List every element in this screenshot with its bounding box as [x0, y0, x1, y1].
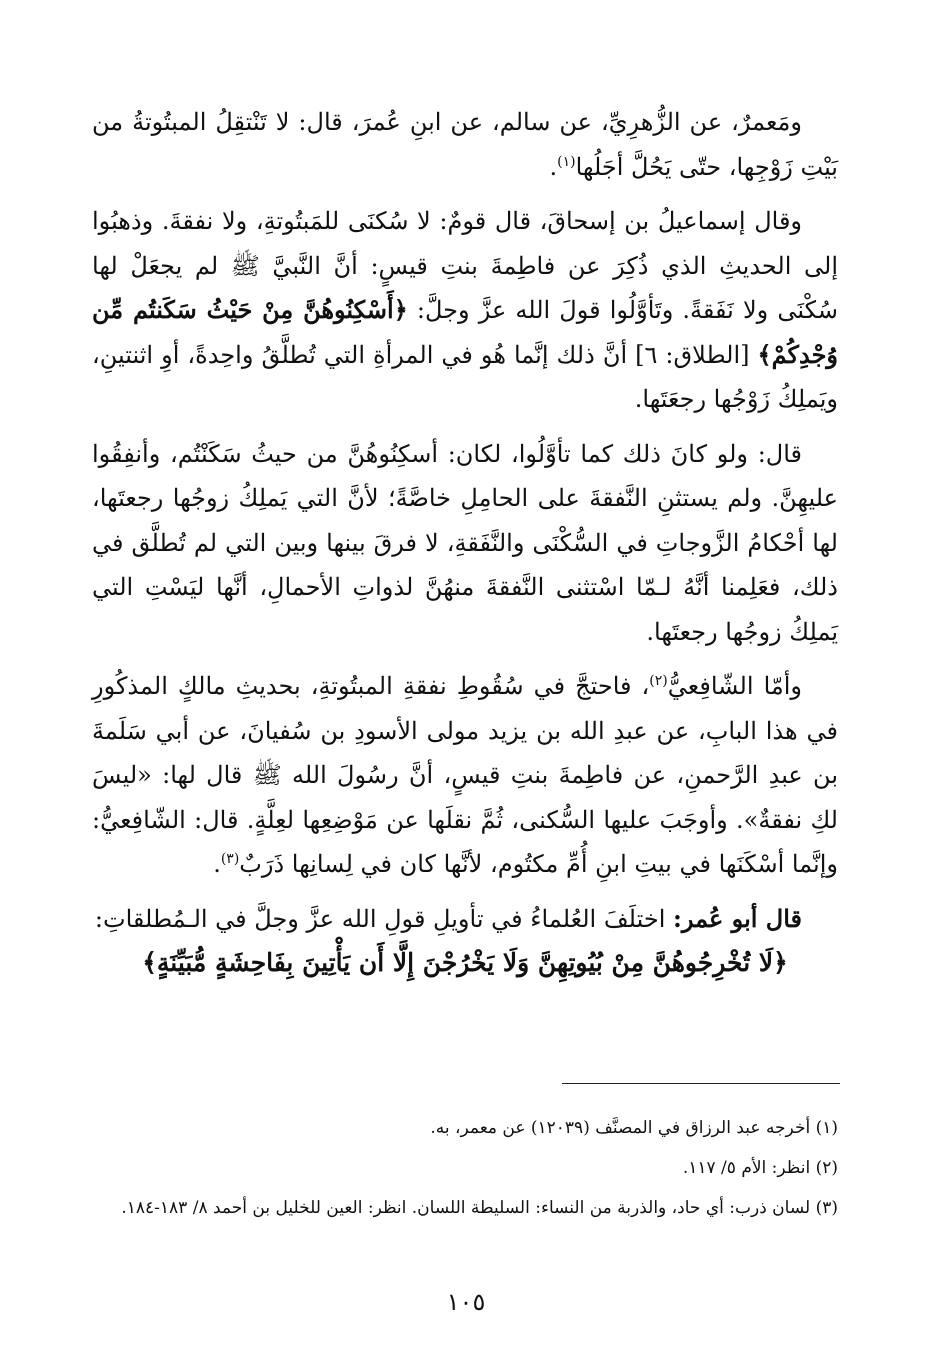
- quran-verse: ﴿لَا تُخْرِجُوهُنَّ مِنْ بُيُوتِهِنَّ وَلَا يَخْرُجْنَ إِلَّا أَن يَأْتِينَ بِفَاحِشَةٍ مُّبَيِّنَةٍ﴾: [142, 948, 788, 977]
- quran-quote: ﴿أَسْكِنُوهُنَّ مِنْ حَيْثُ سَكَنتُم مِّن وُجْدِكُمْ﴾: [92, 295, 838, 369]
- paragraph-1-end: .: [549, 152, 558, 181]
- paragraph-2-end: [الطلاق: ٦] أنَّ ذلك إنَّما هُو في المرأةِ التي تُطلَّقُ واحِدةً، أوِ اثنتينِ، ويَملِكُ زَوْجُها رجعَتَها.: [92, 340, 838, 413]
- paragraph-2-text: وقال إسماعيلُ بن إسحاقَ، قال قومٌ: لا سُكنَى للمَبتُوتةِ، ولا نفقةَ. وذهبُوا إلى الحديثِ الذي ذُكِرَ عن فاطِمةَ بنتِ قيسٍ: أنَّ النَّبيَّ ﷺ لم يجعَلْ لها سُكْنَى ولا نَفَقةً. وتَأوَّلُوا قولَ الله عزَّ وجلَّ:: [92, 207, 838, 324]
- paragraph-4-end: .: [213, 850, 221, 878]
- footnote-3: (٣) لسان ذرب: أي حاد، والذربة من النساء: السليطة اللسان. انظر: العين للخليل بن أحمد ٨/ ١٨٣-١٨٤.: [121, 1198, 838, 1218]
- footnote-2: (٢) انظر: الأم ٥/ ١١٧.: [682, 1158, 838, 1178]
- footnote-1: (١) أخرجه عبد الرزاق في المصنَّف (١٢٠٣٩) عن معمر، به.: [430, 1118, 838, 1138]
- paragraph-4-text: وأمّا الشّافِعيُّ: [667, 672, 803, 700]
- page-number: ١٠٥: [446, 1288, 486, 1316]
- footnote-ref-1[interactable]: (١): [557, 153, 576, 170]
- footnote-ref-3[interactable]: (٣): [220, 851, 240, 867]
- footnote-ref-2[interactable]: (٢): [649, 673, 668, 689]
- paragraph-4-middle: ، فاحتجَّ في سُقُوطِ نفقةِ المبتُوتةِ، بحديثِ مالكٍ المذكُورِ في هذا البابِ، عن عبدِ الله بن يزيد مولى الأسودِ بن سُفيانَ، عن أبي سَلَمةَ بن عبدِ الرَّحمنِ، عن فاطِمةَ بنتِ قيسٍ، أنَّ رسُولَ الله ﷺ قال لها: «ليسَ لكِ نفقةٌ». وأوجَبَ عليها السُّكنى، ثُمَّ نقلَها عن مَوْضِعِها لعِلَّةٍ. قال: الشّافِعيُّ: وإنَّما أسْكَنَها في بيتِ ابنِ أُمِّ مكتُوم، لأنَّها كان في لِسانِها ذَرَبٌ: [92, 672, 838, 878]
- paragraph-3-text: قال: ولو كانَ ذلك كما تأوَّلُوا، لكان: أسكِنُوهُنَّ من حيثُ سَكَنْتُم، وأنفِقُوا عليهِنَّ. ولم يستثنِ النَّفقةَ على الحامِلِ خاصَّةً؛ لأنَّ التي يَملِكُ زوجُها رجعتَها، لها أحْكامُ الزَّوجاتِ في السُّكْنَى والنَّفَقةِ، لا فرقَ بينها وبين التي لم تُطلَّق في ذلك، فعَلِمنا أنَّهُ لـمّا اسْتثنى النَّفقةَ منهُنَّ لذواتِ الأحمالِ، أنَّها ليَسْتِ التي يَملِكُ زوجُها رجعتَها.: [92, 439, 838, 646]
- paragraph-4: [92, 664, 838, 887]
- paragraph-1-text: ومَعمرٌ، عن الزُّهرِيِّ، عن سالم، عن ابنِ عُمرَ، قال: لا تَنْتقِلُ المبتُوتةُ من بَيْتِ زَوْجِها، حتّى يَحُلَّ أجَلُها: [92, 108, 838, 181]
- main-text: [92, 100, 838, 985]
- paragraph-1: [92, 100, 838, 189]
- paragraph-5-text: اختلَفَ العُلماءُ في تأويلِ قولِ الله عزَّ وجلَّ في الـمُطلقاتِ:: [94, 904, 666, 933]
- footnotes: [92, 1110, 838, 1230]
- paragraph-3: [92, 432, 838, 655]
- paragraph-5: [92, 897, 838, 942]
- footnote-divider: [562, 1083, 840, 1084]
- section-lead: قال أبو عُمر:: [673, 903, 802, 933]
- paragraph-2: [92, 199, 838, 422]
